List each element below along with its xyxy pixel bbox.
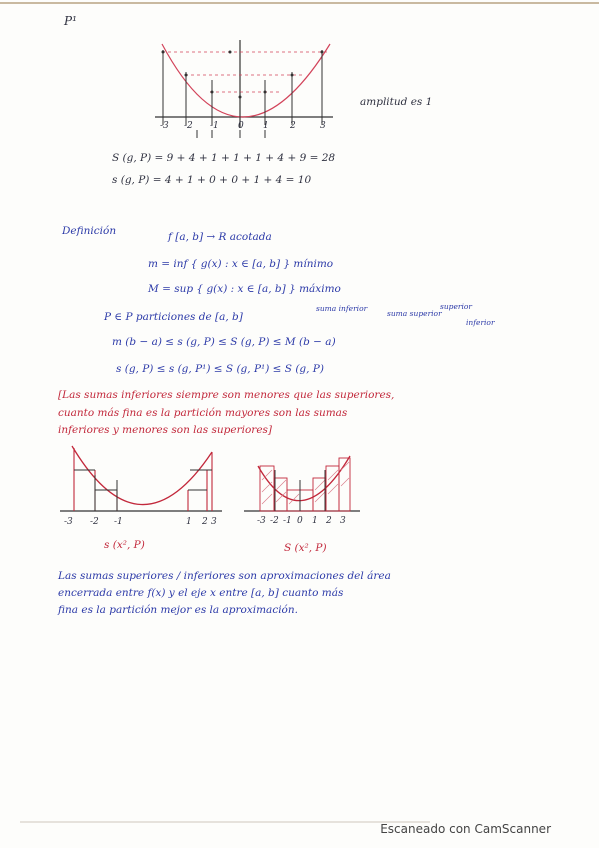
blue-note-line-3: fina es la partición mejor es la aproximación. [58, 604, 298, 616]
tick-label: -3 [160, 121, 169, 131]
blue-note-line-1: Las sumas superiores / inferiores son aproximaciones del área [58, 570, 391, 582]
definition-line-6: s (g, P) ≤ s (g, P¹) ≤ S (g, P¹) ≤ S (g, P) [116, 363, 324, 375]
tick-label: 3 [211, 517, 217, 527]
red-note-line-3: inferiores y menores son las superiores] [58, 424, 273, 436]
tick-label: 2 [326, 516, 332, 526]
bottom-left-graph [60, 446, 222, 511]
tick-label: -2 [270, 516, 279, 526]
definition-line-3: M = sup { g(x) : x ∈ [a, b] } máximo [148, 283, 341, 295]
definition-line-1: f [a, b] → R acotada [168, 231, 272, 243]
red-note-line-2: cuanto más fina es la partición mayores son las sumas [58, 407, 348, 419]
tick-label: 3 [320, 121, 326, 131]
amplitude-note: amplitud es 1 [360, 96, 433, 108]
top-graph [155, 40, 333, 138]
red-note-line-1: [Las sumas inferiores siempre son menores que las superiores, [58, 389, 395, 401]
tick-label: -3 [64, 517, 73, 527]
tick-label: -1 [283, 516, 292, 526]
lower-sum: s (g, P) = 4 + 1 + 0 + 0 + 1 + 4 = 10 [112, 174, 312, 186]
annotation: inferior [466, 318, 495, 327]
scanner-watermark: Escaneado con CamScanner [380, 822, 551, 836]
bottom-right-graph [244, 456, 360, 511]
tick-label: -2 [90, 517, 99, 527]
definition-line-5: m (b − a) ≤ s (g, P) ≤ S (g, P) ≤ M (b − a) [112, 336, 336, 348]
annotation: suma inferior [316, 304, 368, 313]
definition-line-4: P ∈ P particiones de [a, b] [104, 311, 243, 323]
tick-label: -1 [114, 517, 123, 527]
tick-label: 3 [340, 516, 346, 526]
tick-label: 2 [202, 517, 208, 527]
left-graph-caption: s (x², P) [104, 539, 145, 551]
top-graph-parabola [162, 44, 330, 117]
definition-heading: Definición [62, 225, 117, 237]
tick-label: 1 [312, 516, 318, 526]
right-graph-caption: S (x², P) [284, 542, 327, 554]
tick-label: 0 [297, 516, 303, 526]
tick-label: 2 [290, 121, 296, 131]
tick-label: 0 [238, 121, 244, 131]
tick-label: -3 [257, 516, 266, 526]
tick-label: -1 [210, 121, 219, 131]
tick-label: 1 [263, 121, 269, 131]
annotation: suma superior [387, 309, 442, 318]
corner-mark: P¹ [64, 14, 77, 28]
tick-label: 1 [186, 517, 192, 527]
bl-parabola [72, 446, 212, 505]
annotation: superior [440, 302, 473, 311]
upper-sum: S (g, P) = 9 + 4 + 1 + 1 + 1 + 4 + 9 = 28 [112, 152, 336, 164]
definition-line-2: m = inf { g(x) : x ∈ [a, b] } mínimo [148, 258, 334, 270]
blue-note-line-2: encerrada entre f(x) y el eje x entre [a, b] cuanto más [58, 587, 344, 599]
tick-label: -2 [184, 121, 193, 131]
